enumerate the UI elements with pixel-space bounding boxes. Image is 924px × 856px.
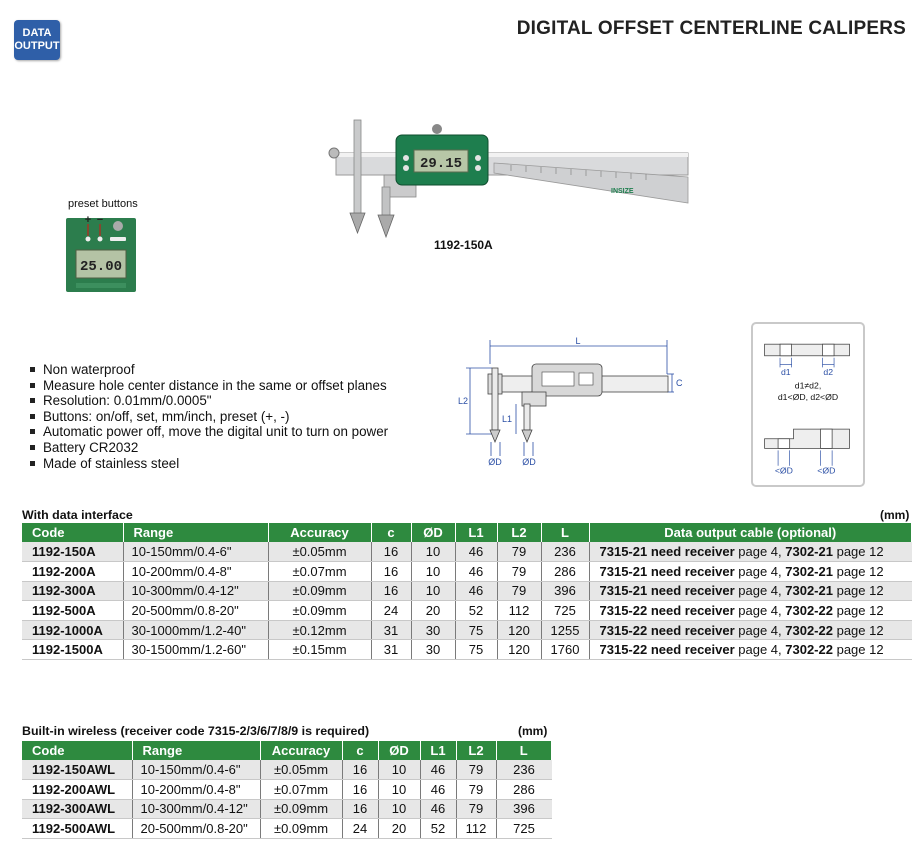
table2-title: Built-in wireless (receiver code 7315-2/3/6/7/8/9 is required) [22,724,370,738]
preset-display-reading: 25.00 [79,259,123,275]
cable-page-text: page 12 [832,583,884,599]
cable-code: 7302-22 [785,622,833,638]
detail-od-1: <ØD [774,465,793,476]
table-row [22,601,912,621]
cell-accuracy: ±0.12mm [268,620,371,640]
cell-od: 10 [378,760,420,780]
cell-l2: 79 [497,581,541,601]
table1-header-code: Code [22,523,123,542]
feature-item: Measure hole center distance in the same or offset planes [28,378,388,394]
cable-receiver-code: 7315-22 need receiver [599,603,735,619]
cell-c: 31 [371,620,411,640]
cell-l1: 46 [455,562,497,582]
cell-l1: 46 [420,760,456,780]
detail-condition-2: d1<ØD, d2<ØD [777,392,839,403]
cell-l1: 46 [455,542,497,562]
dimension-drawing [457,334,683,470]
cable-code: 7302-21 [785,583,833,599]
detail-diagram [751,322,865,487]
table2-header-l: L [496,741,552,760]
cell-od: 20 [378,819,420,839]
cable-code: 7302-21 [785,563,833,579]
table1-header-l1: L1 [455,523,497,542]
cell-cable [589,601,912,621]
table2-header-l2: L2 [456,741,496,760]
wireless-table [22,741,552,839]
cell-code: 1192-500A [22,601,123,621]
cell-l1: 52 [420,819,456,839]
preset-buttons-label: preset buttons [68,198,138,210]
table2-header-od: ØD [378,741,420,760]
preset-buttons-image [66,212,136,292]
cell-l1: 46 [420,799,456,819]
cell-l1: 52 [455,601,497,621]
cell-l: 236 [496,760,552,780]
cell-c: 16 [342,780,378,800]
table-row [22,562,912,582]
data-interface-table [22,523,912,660]
cell-code: 1192-200A [22,562,123,582]
detail-od-2: <ØD [817,465,836,476]
cable-code: 7302-22 [785,642,833,658]
table2-header-code: Code [22,741,132,760]
cable-receiver-code: 7315-22 need receiver [599,622,735,638]
badge-line-1: DATA [22,27,52,39]
cell-cable [589,542,912,562]
cell-range: 30-1000mm/1.2-40" [123,620,268,640]
cell-range: 20-500mm/0.8-20" [123,601,268,621]
cell-l: 286 [541,562,589,582]
cell-l2: 112 [456,819,496,839]
cable-receiver-code: 7315-21 need receiver [599,583,735,599]
cell-l1: 75 [455,620,497,640]
cable-page-text: page 12 [832,642,884,658]
table1-header-od: ØD [411,523,455,542]
cell-range: 10-150mm/0.4-6" [123,542,268,562]
cell-l2: 120 [497,620,541,640]
cell-l: 725 [541,601,589,621]
detail-condition-1: d1≠d2, [794,380,822,391]
table-row [22,760,552,780]
feature-item: Buttons: on/off, set, mm/inch, preset (+, -) [28,409,388,425]
cell-l1: 75 [455,640,497,660]
cable-receiver-code: 7315-22 need receiver [599,642,735,658]
cable-page-text: page 4, [734,622,786,638]
cell-l1: 46 [455,581,497,601]
table2-header-range: Range [132,741,260,760]
cell-l2: 79 [456,780,496,800]
cell-accuracy: ±0.05mm [268,542,371,562]
cell-l: 236 [541,542,589,562]
table1-header-l2: L2 [497,523,541,542]
feature-item: Resolution: 0.01mm/0.0005" [28,393,388,409]
cable-page-text: page 4, [734,544,786,560]
table1-header-accuracy: Accuracy [268,523,371,542]
dim-label-L2: L2 [457,396,468,406]
table2-unit: (mm) [518,724,548,738]
cell-l: 396 [496,799,552,819]
detail-d1-label: d1 [780,367,791,378]
cell-l: 396 [541,581,589,601]
caliper-product-image [326,115,696,240]
cell-l2: 79 [497,542,541,562]
cell-accuracy: ±0.09mm [268,601,371,621]
table1-header-cable: Data output cable (optional) [589,523,912,542]
table2-header-l1: L1 [420,741,456,760]
cell-od: 10 [378,780,420,800]
cell-accuracy: ±0.09mm [260,819,342,839]
brand-logo: INSIZE [611,188,634,195]
cell-code: 1192-300AWL [22,799,132,819]
cable-page-text: page 12 [832,603,884,619]
cell-range: 10-300mm/0.4-12" [132,799,260,819]
table1-header-range: Range [123,523,268,542]
cell-l2: 79 [456,799,496,819]
cell-cable [589,581,912,601]
cell-code: 1192-1000A [22,620,123,640]
cell-range: 10-200mm/0.4-8" [132,780,260,800]
product-model-label: 1192-150A [434,238,493,252]
table-row [22,640,912,660]
cell-accuracy: ±0.05mm [260,760,342,780]
cable-page-text: page 12 [832,622,884,638]
table-row [22,799,552,819]
cell-c: 16 [371,562,411,582]
cell-cable [589,620,912,640]
cell-c: 16 [371,581,411,601]
cable-page-text: page 12 [832,563,884,579]
cell-accuracy: ±0.09mm [268,581,371,601]
cell-cable [589,562,912,582]
feature-list [28,362,388,471]
feature-item: Non waterproof [28,362,388,378]
cell-code: 1192-150AWL [22,760,132,780]
table1-title: With data interface [22,508,133,522]
detail-d2-label: d2 [823,367,834,378]
cable-receiver-code: 7315-21 need receiver [599,563,735,579]
feature-item: Battery CR2032 [28,440,388,456]
cell-l: 1760 [541,640,589,660]
cell-c: 24 [342,819,378,839]
cell-c: 16 [342,799,378,819]
cell-c: 16 [371,542,411,562]
cell-l2: 112 [497,601,541,621]
cell-l2: 79 [456,760,496,780]
cell-l1: 46 [420,780,456,800]
cell-accuracy: ±0.07mm [260,780,342,800]
cell-range: 10-300mm/0.4-12" [123,581,268,601]
preset-plus-sign: + [84,214,92,226]
table2-header-accuracy: Accuracy [260,741,342,760]
cell-cable [589,640,912,660]
cell-od: 10 [411,581,455,601]
cell-code: 1192-1500A [22,640,123,660]
cable-receiver-code: 7315-21 need receiver [599,544,735,560]
cell-od: 30 [411,640,455,660]
feature-item: Made of stainless steel [28,456,388,472]
preset-minus-sign: − [96,214,104,226]
cable-page-text: page 4, [734,642,786,658]
table1-header-l: L [541,523,589,542]
feature-item: Automatic power off, move the digital unit to turn on power [28,424,388,440]
cell-l: 725 [496,819,552,839]
cell-range: 20-500mm/0.8-20" [132,819,260,839]
cell-l: 286 [496,780,552,800]
page-title: DIGITAL OFFSET CENTERLINE CALIPERS [516,18,906,39]
dim-label-od-2: ØD [522,457,536,467]
cell-accuracy: ±0.15mm [268,640,371,660]
dim-label-L: L [575,336,581,346]
table1-unit: (mm) [880,508,910,522]
cell-c: 31 [371,640,411,660]
cell-od: 10 [411,562,455,582]
cable-page-text: page 4, [734,583,786,599]
cable-page-text: page 4, [734,563,786,579]
cell-od: 10 [411,542,455,562]
cable-code: 7302-22 [785,603,833,619]
cell-code: 1192-300A [22,581,123,601]
cell-accuracy: ±0.09mm [260,799,342,819]
cell-od: 10 [378,799,420,819]
cell-od: 30 [411,620,455,640]
cell-code: 1192-200AWL [22,780,132,800]
cell-range: 30-1500mm/1.2-60" [123,640,268,660]
table2-header-c: c [342,741,378,760]
cell-code: 1192-500AWL [22,819,132,839]
cell-c: 16 [342,760,378,780]
cell-l: 1255 [541,620,589,640]
cell-l2: 120 [497,640,541,660]
badge-line-2: OUTPUT [14,40,60,52]
table-row [22,542,912,562]
table-row [22,581,912,601]
dim-label-C: C [676,378,683,388]
dim-label-od-1: ØD [488,457,502,467]
cell-range: 10-200mm/0.4-8" [123,562,268,582]
cell-accuracy: ±0.07mm [268,562,371,582]
cell-c: 24 [371,601,411,621]
caliper-display-reading: 29.15 [419,156,463,172]
cell-l2: 79 [497,562,541,582]
dim-label-L1: L1 [501,414,512,424]
cell-code: 1192-150A [22,542,123,562]
cell-range: 10-150mm/0.4-6" [132,760,260,780]
table-row [22,780,552,800]
table1-header-c: c [371,523,411,542]
data-output-badge [14,20,60,60]
table-row [22,819,552,839]
cell-od: 20 [411,601,455,621]
cable-code: 7302-21 [785,544,833,560]
table-row [22,620,912,640]
cable-page-text: page 12 [832,544,884,560]
cable-page-text: page 4, [734,603,786,619]
